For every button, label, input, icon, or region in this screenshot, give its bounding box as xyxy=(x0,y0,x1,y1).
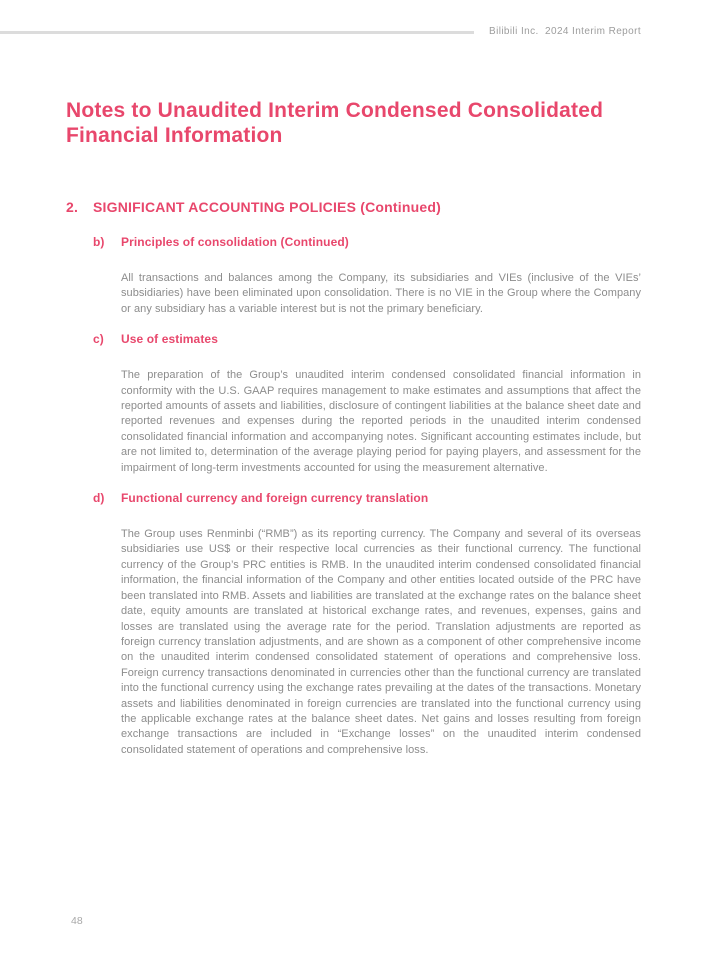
section-number: 2. xyxy=(66,199,79,215)
subsection-heading: Functional currency and foreign currency translation xyxy=(121,491,429,506)
subsection-c xyxy=(93,333,641,476)
subsection-b xyxy=(93,236,641,317)
subsection-label: d) xyxy=(93,491,105,506)
subsection-heading: Principles of consolidation (Continued) xyxy=(121,235,349,249)
section-heading: SIGNIFICANT ACCOUNTING POLICIES (Continued) xyxy=(93,199,441,215)
subsection-heading-row xyxy=(93,236,641,249)
subsection-heading-row xyxy=(93,492,641,505)
subsection-heading: Use of estimates xyxy=(121,332,218,347)
body-paragraph: The Group uses Renminbi (“RMB”) as its reporting currency. The Company and several of its overseas subsidiaries use US$ or their respective local currencies as their functional currency. The functional currency of the Group’s PRC entities is RMB. In the unaudited interim condensed consolidated financial information, the financial information of the Company and other entities located outside of the PRC have been translated into RMB. Assets and liabilities are translated at the exchange rates on the balance sheet date, equity amounts are translated at historical exchange rates, and revenues, expenses, gains and losses are translated using the average rate for the period. Translation adjustments are reported as foreign currency translation adjustments, and are shown as a component of other comprehensive income on the unaudited interim condensed consolidated statement of operations and comprehensive loss. Foreign currency transactions denominated in currencies other than the functional currency are translated into the functional currency using the exchange rates prevailing at the dates of the transactions. Monetary assets and liabilities denominated in foreign currencies are translated into the functional currency using the applicable exchange rates at the balance sheet dates. Net gains and losses resulting from foreign exchange transactions are included in “Exchange losses” on the unaudited interim condensed consolidated statement of operations and comprehensive loss. xyxy=(121,528,641,756)
subsection-label: c) xyxy=(93,332,104,347)
subsection-label: b) xyxy=(93,235,105,249)
page-title: Notes to Unaudited Interim Condensed Consolidated Financial Information xyxy=(66,99,604,147)
section-heading-row xyxy=(66,200,641,215)
page-number: 48 xyxy=(71,915,83,927)
notes-content xyxy=(66,200,641,774)
body-paragraph: All transactions and balances among the Company, its subsidiaries and VIEs (inclusive of the VIEs’ subsidiaries) have been eliminated upon consolidation. There is no VIE in the Group where the Company or any subsidiary has a variable interest but is not the primary beneficiary. xyxy=(121,272,641,315)
header-report-title: Bilibili Inc. 2024 Interim Report xyxy=(489,26,641,37)
subsection-heading-row xyxy=(93,333,641,346)
header-rule xyxy=(0,31,474,34)
body-paragraph: The preparation of the Group’s unaudited interim condensed consolidated financial information in conformity with the U.S. GAAP requires management to make estimates and assumptions that affect the reported amounts of assets and liabilities, disclosure of contingent liabilities at the balance sheet date and reported revenues and expenses during the reported periods in the unaudited interim condensed consolidated financial information and accompanying notes. Significant accounting estimates include, but are not limited to, determination of the average playing period for paying players, and assessment for the impairment of long-term investments accounted for using the measurement alternative. xyxy=(121,369,641,474)
subsection-d xyxy=(93,492,641,758)
